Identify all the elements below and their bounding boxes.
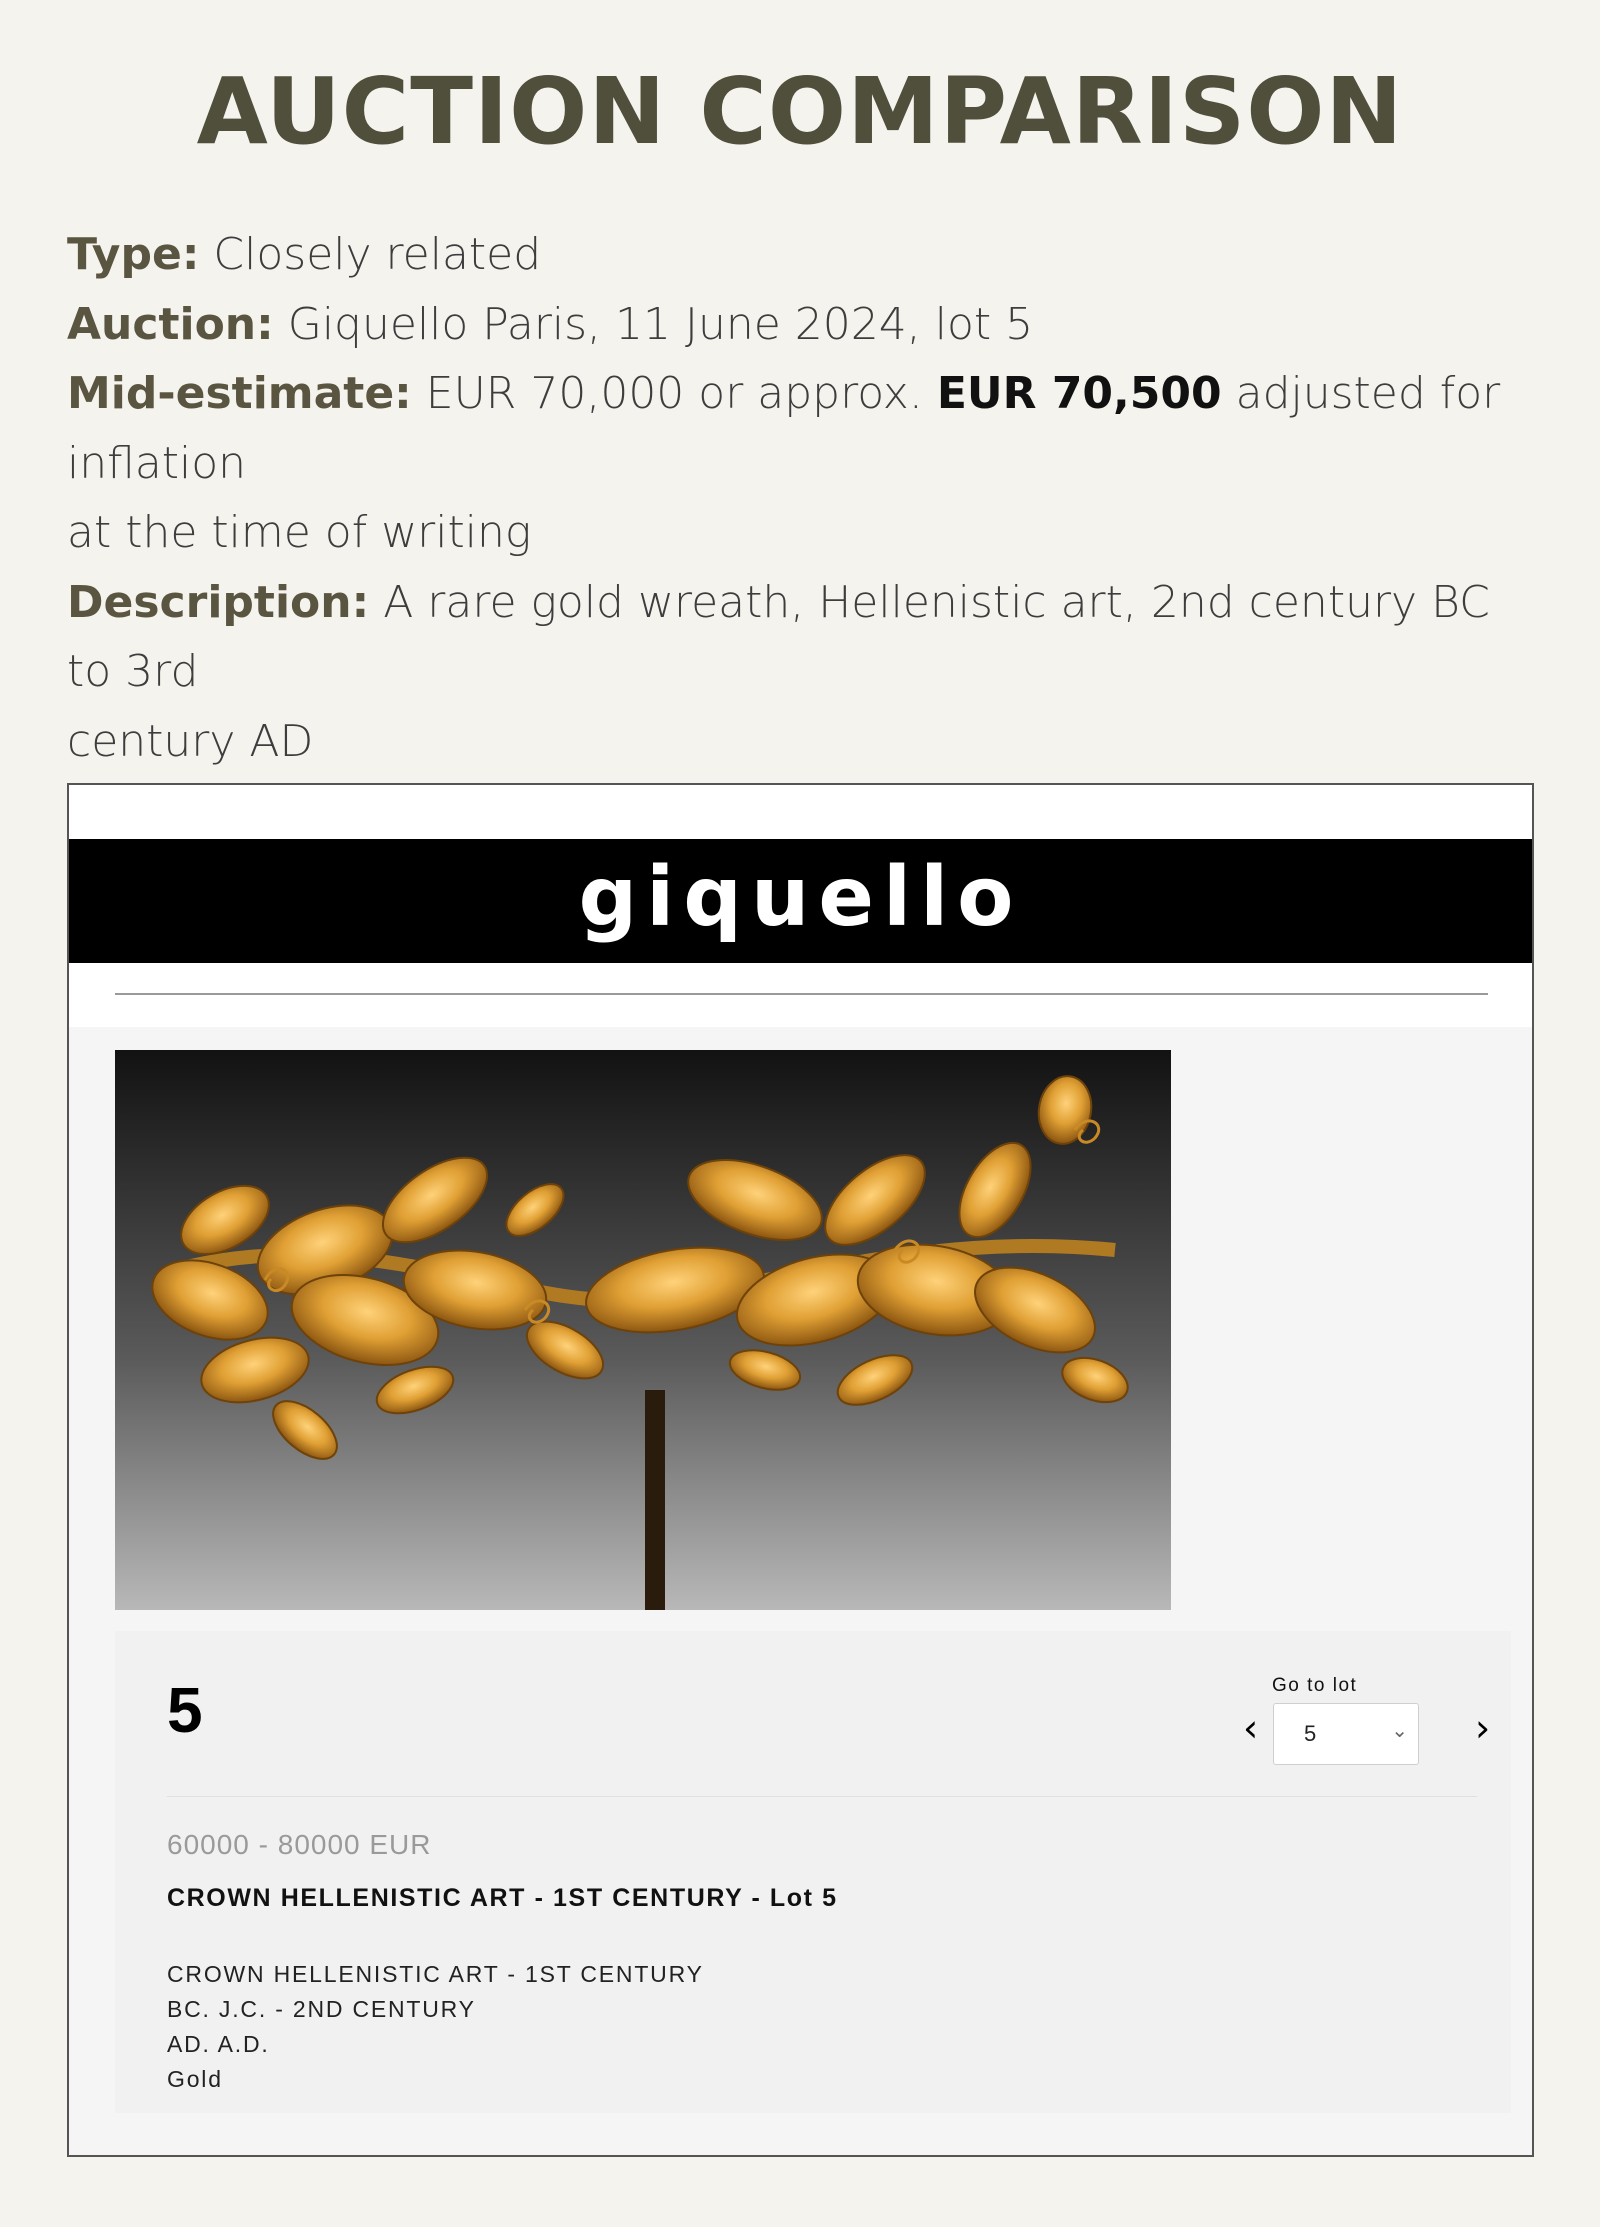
mid-estimate-suffix-2: at the time of writing <box>67 507 532 558</box>
mid-estimate-adjusted: EUR 70,500 <box>936 368 1222 419</box>
header-divider <box>115 993 1488 995</box>
auction-value: Giquello Paris, 11 June 2024, lot 5 <box>287 298 1034 350</box>
chevron-down-icon: ⌄ <box>1391 1718 1408 1742</box>
lot-image[interactable] <box>115 1050 1171 1610</box>
gold-wreath-image <box>115 1050 1171 1610</box>
description-line: Gold <box>167 2066 223 2092</box>
auction-screenshot <box>67 783 1534 2157</box>
panel-divider <box>167 1796 1477 1797</box>
type-label: Type: <box>67 229 200 280</box>
giquello-logo[interactable]: giquello <box>578 849 1023 945</box>
brand-header <box>69 839 1532 963</box>
lot-title: CROWN HELLENISTIC ART - 1ST CENTURY - Lot 5 <box>167 1884 838 1912</box>
auction-label: Auction: <box>67 298 274 350</box>
description-value: A rare gold wreath, Hellenistic art, 2nd century BC to 3rd <box>67 576 1490 697</box>
page-title: AUCTION COMPARISON <box>196 58 1404 165</box>
description-line: BC. J.C. - 2ND CENTURY <box>167 1996 476 2022</box>
type-row <box>67 220 1547 290</box>
chevron-left-icon[interactable]: ‹ <box>1243 1706 1259 1750</box>
mid-estimate-value: EUR 70,000 or approx. <box>425 368 923 419</box>
mid-estimate-suffix: adjusted for inflation <box>67 368 1501 489</box>
lot-info-panel <box>115 1631 1511 2113</box>
lot-number: 5 <box>167 1674 203 1746</box>
go-to-lot-label: Go to lot <box>1272 1675 1358 1696</box>
mid-estimate-row-2 <box>67 498 1547 568</box>
mid-estimate-label: Mid-estimate: <box>67 368 412 419</box>
description-row <box>67 568 1547 707</box>
description-line: AD. A.D. <box>167 2031 270 2057</box>
description-label: Description: <box>67 576 370 628</box>
mid-estimate-row <box>67 359 1547 498</box>
lot-description <box>167 1957 704 2097</box>
chevron-right-icon[interactable]: › <box>1475 1706 1491 1750</box>
description-row-2 <box>67 707 1547 777</box>
go-to-lot-select[interactable] <box>1273 1703 1419 1765</box>
description-line: CROWN HELLENISTIC ART - 1ST CENTURY <box>167 1961 704 1987</box>
lot-estimate: 60000 - 80000 EUR <box>167 1829 432 1860</box>
type-value: Closely related <box>213 229 542 280</box>
auction-row <box>67 290 1547 360</box>
go-to-lot-value: 5 <box>1304 1721 1317 1746</box>
description-value-2: century AD <box>67 715 314 767</box>
